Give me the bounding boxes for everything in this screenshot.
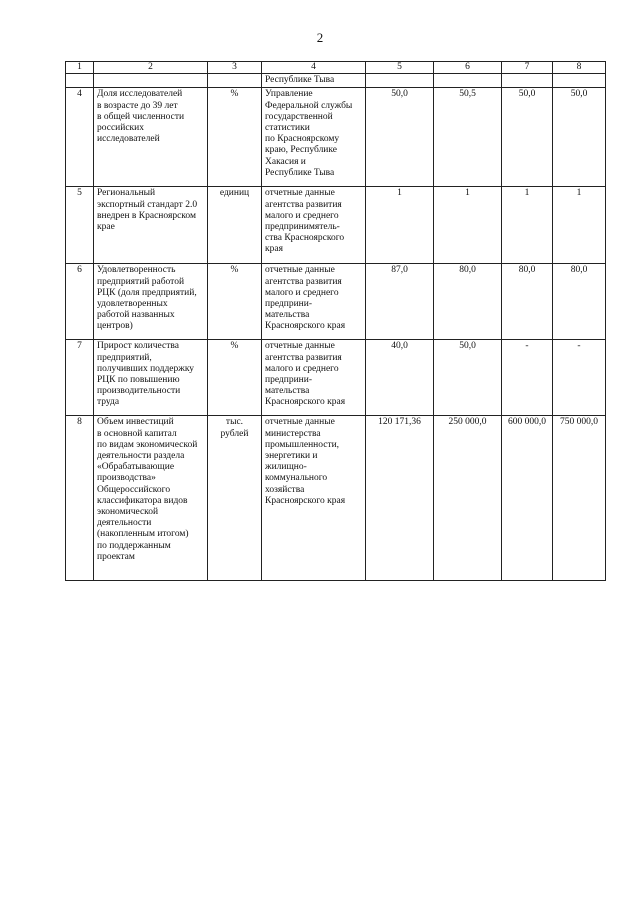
value-cell: 1 [434, 187, 502, 264]
table-row [66, 416, 606, 581]
header-cell: 6 [434, 62, 502, 74]
row-number: 5 [66, 187, 94, 264]
row-number: 7 [66, 340, 94, 416]
row-number: 6 [66, 264, 94, 340]
table-row [66, 187, 606, 264]
indicator-cell: Региональный экспортный стандарт 2.0 внедрен в Красноярском крае [94, 187, 208, 264]
row-number: 8 [66, 416, 94, 581]
value-cell: 1 [366, 187, 434, 264]
value-cell: 80,0 [553, 264, 606, 340]
header-row [66, 62, 606, 74]
value-cell: - [502, 340, 553, 416]
value-cell: 50,0 [553, 88, 606, 187]
indicator-cell: Доля исследователей в возрасте до 39 лет в общей численности российских исследователей [94, 88, 208, 187]
row-number: 4 [66, 88, 94, 187]
header-cell: 2 [94, 62, 208, 74]
indicators-table [65, 61, 606, 581]
header-cell: 3 [208, 62, 262, 74]
unit-cell: единиц [208, 187, 262, 264]
header-cell: 1 [66, 62, 94, 74]
header-cell: 5 [366, 62, 434, 74]
value-cell: 50,5 [434, 88, 502, 187]
table-row [66, 264, 606, 340]
unit-cell: % [208, 340, 262, 416]
source-cell: Управление Федеральной службы государственной статистики по Красноярскому краю, Республике Хакасия и Республике Тыва [262, 88, 366, 187]
indicator-cell: Удовлетворенность предприятий работой РЦК (доля предприятий, удовлетворенных работой названных центров) [94, 264, 208, 340]
value-cell: 1 [502, 187, 553, 264]
unit-cell: % [208, 264, 262, 340]
value-cell: 120 171,36 [366, 416, 434, 581]
value-cell: 250 000,0 [434, 416, 502, 581]
value-cell: 50,0 [502, 88, 553, 187]
table-row [66, 340, 606, 416]
source-cell: отчетные данные агентства развития малого и среднего предприни- мательства Красноярского края [262, 340, 366, 416]
value-cell: 750 000,0 [553, 416, 606, 581]
page-number: 2 [316, 30, 324, 45]
value-cell: 50,0 [434, 340, 502, 416]
value-cell: 40,0 [366, 340, 434, 416]
value-cell: - [553, 340, 606, 416]
source-cell: отчетные данные агентства развития малого и среднего предприни- мательства Красноярского края [262, 264, 366, 340]
unit-cell: % [208, 88, 262, 187]
value-cell: 600 000,0 [502, 416, 553, 581]
indicator-cell: Прирост количества предприятий, получивших поддержку РЦК по повышению производительности труда [94, 340, 208, 416]
indicator-cell: Объем инвестиций в основной капитал по видам экономической деятельности раздела «Обрабатывающие производства» Общероссийского классификатора видов экономической деятельности (накопленным итогом) по поддержанным проектам [94, 416, 208, 581]
source-cell: Республике Тыва [262, 74, 366, 88]
value-cell: 80,0 [502, 264, 553, 340]
header-cell: 8 [553, 62, 606, 74]
value-cell: 1 [553, 187, 606, 264]
table-row [66, 88, 606, 187]
header-cell: 4 [262, 62, 366, 74]
source-cell: отчетные данные министерства промышленности, энергетики и жилищно- коммунального хозяйства Красноярского края [262, 416, 366, 581]
value-cell: 87,0 [366, 264, 434, 340]
continuation-row [66, 74, 606, 88]
value-cell: 80,0 [434, 264, 502, 340]
value-cell: 50,0 [366, 88, 434, 187]
source-cell: отчетные данные агентства развития малого и среднего предпринимятель- ства Красноярского края [262, 187, 366, 264]
header-cell: 7 [502, 62, 553, 74]
unit-cell: тыс. рублей [208, 416, 262, 581]
